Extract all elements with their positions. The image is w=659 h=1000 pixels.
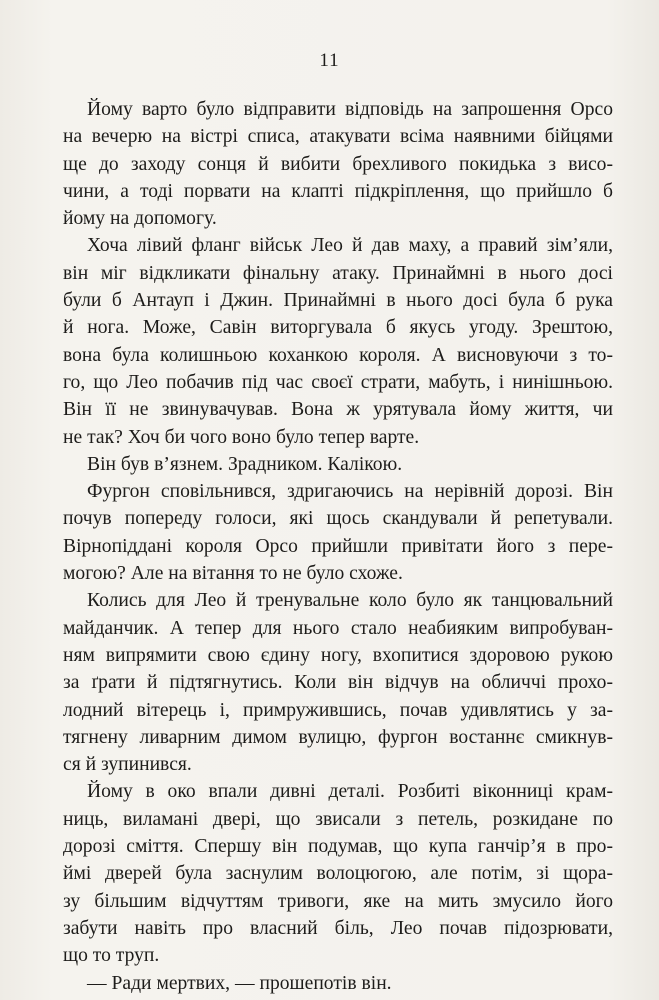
paragraph (63, 451, 613, 478)
text-line: що то труп. (63, 945, 160, 967)
text-line: не так? Хоч би чого воно було тепер варте. (63, 426, 420, 448)
text-line: Фургон сповільнився, здригаючись на нерівній дорозі. Він (87, 481, 613, 503)
text-line: го, що Лео побачив під час своєї страти, мабуть, і нинішньою. (63, 371, 613, 393)
text-line: почув попереду голоси, які щось скандували й репетували. (63, 508, 613, 530)
text-line: Він її не звинувачував. Вона ж урятувала йому життя, чи (63, 399, 613, 421)
text-line: Йому варто було відправити відповідь на запрошення Орсо (87, 99, 613, 120)
text-line: ся й зупинився. (63, 754, 192, 776)
text-line: ням випрямити свою єдину ногу, вхопитися здоровою рукою (63, 644, 613, 666)
text-line: Він був в’язнем. Зрадником. Калікою. (87, 453, 403, 475)
text-line: ще до заходу сонця й вибити брехливого покидька з висо- (63, 153, 613, 175)
paragraph (63, 96, 613, 232)
text-line: чини, а тоді порвати на клапті підкріплення, що прийшло б (63, 180, 613, 202)
text-line: забути навіть про власний біль, Лео почав підозрювати, (63, 917, 613, 939)
text-line: Йому в око впали дивні деталі. Розбиті віконниці крам- (87, 781, 613, 803)
text-line: могою? Але на вітання то не було схоже. (63, 563, 403, 585)
text-line: й нога. Може, Савін виторгувала б якусь угоду. Зрештою, (63, 317, 613, 339)
text-line: були б Антауп і Джин. Принаймні в нього досі була б рука (63, 290, 613, 312)
paragraph (63, 970, 613, 997)
body-text (63, 96, 613, 997)
text-line: за ґрати й підтягнутись. Коли він відчув на обличчі прохо- (63, 672, 613, 694)
text-line: ймі дверей була заснулим волоцюгою, але потім, зі щора- (63, 863, 613, 885)
paragraph (63, 778, 613, 969)
text-line: Колись для Лео й тренувальне коло було як танцювальний (87, 590, 613, 612)
text-line: зу більшим відчуттям тривоги, яке на мить змусило його (63, 890, 613, 912)
text-line: на вечерю на вістрі списа, атакувати всіма наявними бійцями (63, 126, 613, 148)
text-line: йому на допомогу. (63, 208, 217, 230)
text-line: майданчик. А тепер для нього стало неабияким випробуван- (63, 617, 613, 639)
text-line: ниць, виламані двері, що звисали з петель, розкидане по (63, 808, 613, 830)
text-line: — Ради мертвих, — прошепотів він. (87, 972, 392, 994)
text-line: Вірнопіддані короля Орсо прийшли привітати його з пере- (63, 535, 613, 557)
text-line: лодний вітерець і, примружившись, почав удивлятись у за- (63, 699, 613, 721)
text-line: тягнену ливарним димом вулицю, фургон востаннє смикнув- (63, 726, 613, 748)
paragraph (63, 587, 613, 778)
text-line: вона була колишньою коханкою короля. А висновуючи з то- (63, 344, 613, 366)
paragraph (63, 478, 613, 587)
text-line: Хоча лівий фланг військ Лео й дав маху, а правий зім’яли, (87, 235, 613, 257)
text-line: дорозі сміття. Спершу він подумав, що купа ганчір’я в про- (63, 836, 613, 858)
page-number: 11 (319, 50, 340, 71)
text-line: він міг відкликати фінальну атаку. Принаймні в нього досі (63, 262, 613, 284)
paragraph (63, 232, 613, 450)
